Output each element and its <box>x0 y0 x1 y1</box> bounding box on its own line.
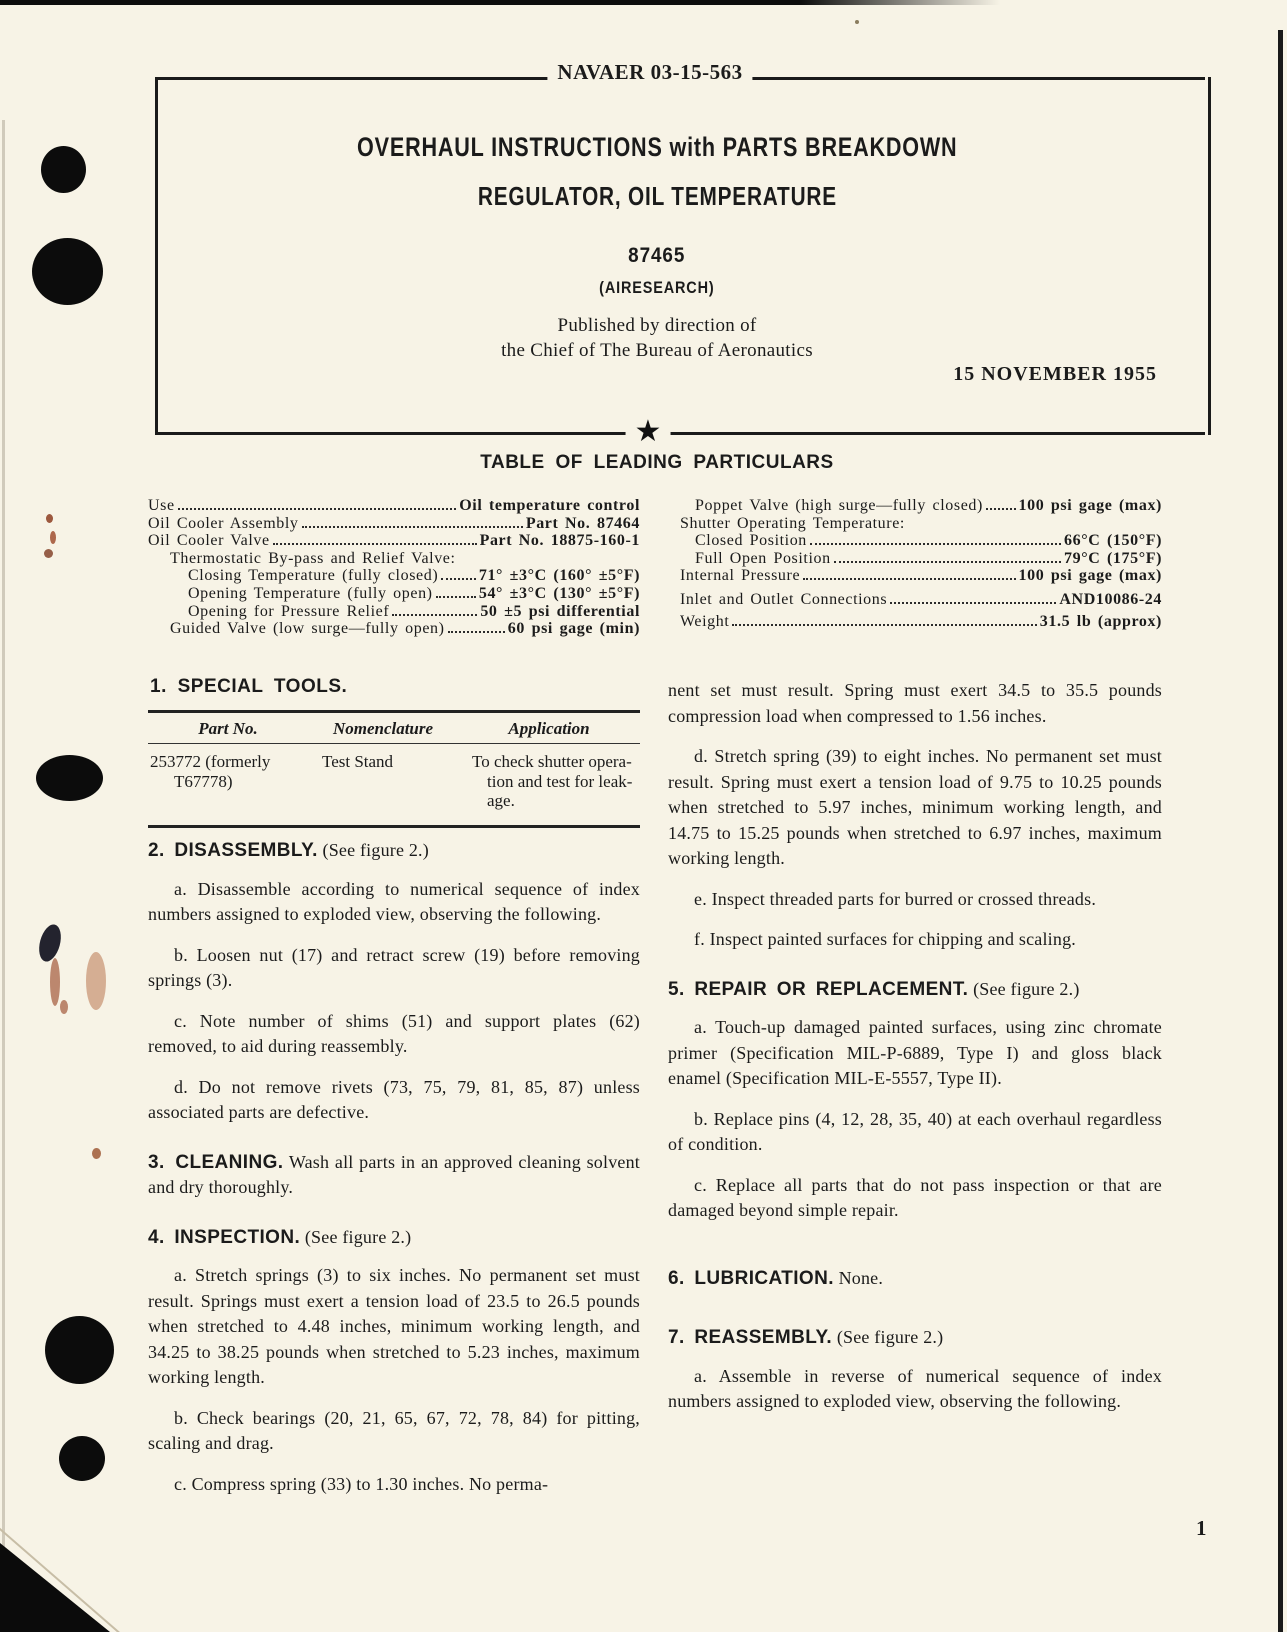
section-heading <box>668 1266 1162 1292</box>
part-no-line: T67778) <box>174 771 233 791</box>
publication-date: 15 NOVEMBER 1955 <box>953 363 1157 385</box>
application-cell <box>472 752 640 811</box>
dotted-leader <box>803 578 1015 580</box>
particulars-row <box>148 603 640 621</box>
particulars-value: 100 psi gage (max) <box>1018 497 1162 514</box>
particulars-label: Oil Cooler Valve <box>148 532 270 550</box>
paragraph: b. Replace pins (4, 12, 28, 35, 40) at each overhaul regardless of condition. <box>668 1108 1162 1154</box>
manufacturer: (AIRESEARCH) <box>599 278 715 297</box>
punch-hole <box>36 755 103 801</box>
scan-left-edge <box>2 120 5 1580</box>
section-text: Wash all parts in an approved cleaning solvent and dry thoroughly. <box>148 1151 641 1197</box>
particulars-label: Poppet Valve (high surge—fully closed) <box>695 497 983 514</box>
punch-hole <box>32 238 103 305</box>
dotted-leader <box>302 526 523 528</box>
particulars-value: Part No. 18875-160-1 <box>479 532 640 550</box>
dotted-leader <box>834 561 1061 563</box>
part-no-line: 253772 (formerly <box>150 752 271 771</box>
paragraph: a. Touch-up damaged painted surfaces, using zinc chromate primer (Specification MIL-P-6889, Type I) and gloss black enamel (Specification MIL-E-5557, Type II). <box>668 1017 1162 1088</box>
particulars-value: 100 psi gage (max) <box>1018 567 1162 585</box>
page-corner-shadow <box>0 1543 110 1632</box>
dotted-leader <box>178 508 457 510</box>
particulars-row <box>148 620 640 638</box>
right-text-column <box>668 678 1162 1430</box>
particulars-label: Internal Pressure <box>680 567 801 585</box>
paragraph: a. Disassemble according to numerical sequence of index numbers assigned to exploded view, observing the following. <box>148 878 640 924</box>
paragraph: nent set must result. Spring must exert 34.5 to 35.5 pounds compression load when compressed to 1.56 inches. <box>668 680 1162 726</box>
section-heading <box>148 838 640 864</box>
particulars-row <box>668 532 1162 550</box>
section-heading-paragraph <box>148 1150 640 1201</box>
paragraph: b. Check bearings (20, 21, 65, 67, 72, 78, 84) for pitting, scaling and drag. <box>148 1407 640 1453</box>
particulars-label: Shutter Operating Temperature: <box>680 514 905 532</box>
section-heading-note: (See figure 2.) <box>304 1226 412 1247</box>
dotted-leader <box>392 614 477 616</box>
section-heading-title: 3. CLEANING. <box>148 1151 284 1173</box>
paragraph: e. Inspect threaded parts for burred or crossed threads. <box>694 888 1097 909</box>
dotted-leader <box>732 624 1036 626</box>
particulars-value: Part No. 87464 <box>525 514 640 532</box>
particulars-row <box>148 585 640 603</box>
table-row <box>148 744 640 825</box>
section-heading-title: 7. REASSEMBLY. <box>668 1327 833 1348</box>
punch-hole <box>41 146 86 193</box>
particulars-row <box>668 515 1162 533</box>
particulars-left-column <box>148 497 640 638</box>
particulars-label: Oil Cooler Assembly <box>148 514 299 532</box>
paragraph: c. Replace all parts that do not pass inspection or that are damaged beyond simple repair. <box>668 1174 1162 1220</box>
ink-stain <box>60 1000 68 1014</box>
dotted-leader <box>890 602 1056 604</box>
particulars-row <box>668 567 1162 585</box>
ink-stain <box>86 952 106 1010</box>
section-heading-note: None. <box>838 1267 884 1288</box>
particulars-label: Thermostatic By-pass and Relief Valve: <box>170 549 456 567</box>
ink-stain <box>46 514 53 523</box>
paragraph: c. Note number of shims (51) and support plates (62) removed, to aid during reassembly. <box>148 1010 640 1056</box>
special-tools-body <box>148 744 640 825</box>
paragraph: d. Stretch spring (39) to eight inches. No permanent set must result. Spring must exert a tension load of 9.75 to 10.25 pounds when stretched to 5.97 inches, minimum working length, and 14.75 to 15.25 pounds when stretched to 6.97 inches, maximum working length. <box>668 746 1162 868</box>
particulars-label: Closed Position <box>695 532 807 550</box>
special-tools-header-row <box>148 713 640 744</box>
paragraph: d. Do not remove rivets (73, 75, 79, 81, 85, 87) unless associated parts are defective. <box>148 1076 640 1122</box>
particulars-row <box>668 591 1162 609</box>
particulars-value: 71° ±3°C (160° ±5°F) <box>478 567 640 585</box>
application-line: age. <box>487 791 515 810</box>
particulars-label: Guided Valve (low surge—fully open) <box>170 620 445 638</box>
page-subtitle: REGULATOR, OIL TEMPERATURE <box>477 181 837 211</box>
section-heading-note: (See figure 2.) <box>973 978 1080 999</box>
section-heading-title: 2. DISASSEMBLY. <box>148 840 318 861</box>
paragraph: c. Compress spring (33) to 1.30 inches. No perma- <box>174 1473 549 1494</box>
ink-stain <box>50 958 60 1006</box>
particulars-value: 66°C (150°F) <box>1064 532 1162 550</box>
section-heading-title: 6. LUBRICATION. <box>668 1267 834 1289</box>
page-title: OVERHAUL INSTRUCTIONS with PARTS BREAKDOWN <box>356 132 958 162</box>
particulars-label: Use <box>148 497 175 514</box>
punch-hole <box>59 1436 105 1481</box>
section-heading-title: 5. REPAIR OR REPLACEMENT. <box>668 978 969 1000</box>
dotted-leader <box>441 578 476 580</box>
nomenclature-cell: Test Stand <box>322 752 394 771</box>
published-line: the Chief of The Bureau of Aeronautics <box>501 340 813 361</box>
doc-number: NAVAER 03-15-563 <box>547 60 752 85</box>
punch-hole <box>45 1316 114 1384</box>
part-number: 87465 <box>628 244 686 267</box>
column-header: Application <box>508 719 590 738</box>
left-text-column <box>148 838 640 1512</box>
page-number: 1 <box>1196 1516 1207 1540</box>
part-no-cell <box>148 752 310 811</box>
particulars-label: Full Open Position <box>695 549 831 567</box>
particulars-value: Oil temperature control <box>459 497 640 514</box>
scan-right-edge <box>1278 30 1283 1632</box>
dotted-leader <box>986 508 1016 510</box>
particulars-label: Opening for Pressure Relief <box>188 602 390 620</box>
ink-stain <box>92 1148 101 1159</box>
paper-speck <box>855 20 859 24</box>
particulars-label: Inlet and Outlet Connections <box>680 590 888 608</box>
special-tools-table <box>148 710 640 828</box>
star-icon: ★ <box>626 415 671 449</box>
particulars-value: 50 ±5 psi differential <box>480 602 640 620</box>
particulars-row <box>148 497 640 515</box>
section-heading <box>668 1325 1162 1351</box>
particulars-row <box>668 613 1162 631</box>
particulars-heading: TABLE OF LEADING PARTICULARS <box>480 452 834 473</box>
section-heading <box>668 977 1162 1003</box>
particulars-value: 31.5 lb (approx) <box>1039 612 1162 630</box>
particulars-label: Closing Temperature (fully closed) <box>188 567 439 585</box>
paragraph: a. Stretch springs (3) to six inches. No permanent set must result. Springs must exert a tension load of 23.5 to 26.5 pounds when stretched to 4.48 inches, minimum working length, and 34.25 to 38.25 pounds when stretched to 5.23 inches, maximum working length. <box>148 1265 640 1387</box>
paragraph: f. Inspect painted surfaces for chipping and scaling. <box>694 929 1076 949</box>
particulars-value: 54° ±3°C (130° ±5°F) <box>478 584 640 602</box>
paragraph: b. Loosen nut (17) and retract screw (19) before removing springs (3). <box>148 944 640 990</box>
particulars-row <box>668 497 1162 515</box>
ink-stain <box>35 922 64 964</box>
section-heading <box>148 1225 640 1251</box>
published-line: Published by direction of <box>557 315 757 336</box>
particulars-value: AND10086-24 <box>1059 590 1162 608</box>
application-line: To check shutter opera- <box>472 752 632 771</box>
column-header: Part No. <box>198 719 258 738</box>
particulars-label: Opening Temperature (fully open) <box>188 584 433 602</box>
section-heading-note: (See figure 2.) <box>322 840 429 860</box>
section-heading-title: 4. INSPECTION. <box>148 1226 301 1248</box>
column-header: Nomenclature <box>332 719 434 738</box>
particulars-row <box>668 550 1162 568</box>
particulars-row <box>148 515 640 533</box>
dotted-leader <box>273 543 477 545</box>
section-heading: 1. SPECIAL TOOLS. <box>150 676 348 697</box>
particulars-row <box>148 532 640 550</box>
ink-stain <box>44 549 53 558</box>
particulars-value: 60 psi gage (min) <box>507 620 640 638</box>
ink-stain <box>50 531 56 544</box>
particulars-value: 79°C (175°F) <box>1064 549 1162 567</box>
particulars-right-column <box>668 497 1162 630</box>
dotted-leader <box>810 543 1061 545</box>
dotted-leader <box>448 631 505 633</box>
title-block-bottom-rule <box>155 432 1205 435</box>
paragraph: a. Assemble in reverse of numerical sequence of index numbers assigned to exploded view, observing the following. <box>668 1365 1162 1411</box>
dotted-leader <box>436 596 476 598</box>
scan-top-edge <box>0 0 1000 5</box>
section-heading-note: (See figure 2.) <box>836 1327 944 1347</box>
application-line: tion and test for leak- <box>487 771 633 791</box>
particulars-row <box>148 550 640 568</box>
particulars-row <box>148 567 640 585</box>
particulars-label: Weight <box>680 612 730 630</box>
